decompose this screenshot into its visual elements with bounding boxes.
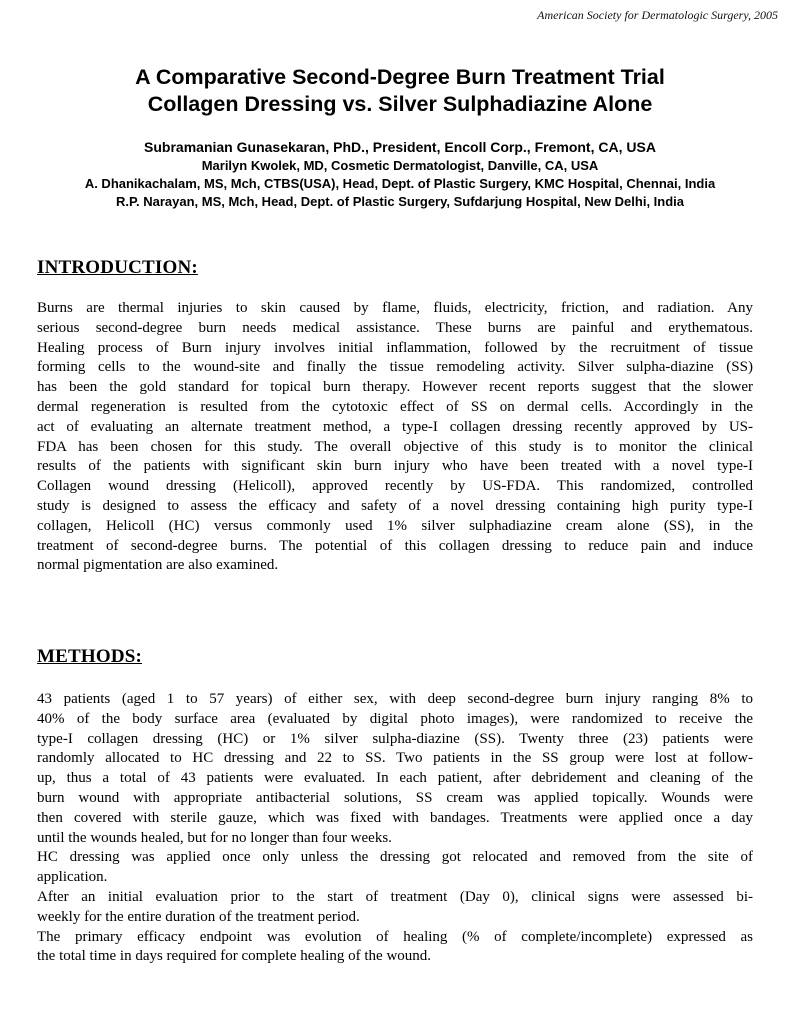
methods-paragraph	[37, 690, 753, 967]
text-line: Collagen wound dressing (Helicoll), approved recently by US-FDA. This randomized, controlled	[37, 478, 753, 495]
text-line: up, thus a total of 43 patients were evaluated. In each patient, after debridement and cleaning of the	[37, 770, 753, 787]
text-line: act of evaluating an alternate treatment method, a type-I collagen dressing recently approved by US-	[37, 418, 753, 435]
text-line: forming cells to the wound-site and finally the tissue remodeling activity. Silver sulpha-diazine (SS)	[37, 359, 753, 376]
text-line: dermal regeneration is resulted from the cytotoxic effect of SS on dermal cells. Accordingly in the	[37, 398, 753, 415]
text-line: 40% of the body surface area (evaluated by digital photo images), were randomized to receive the	[37, 710, 753, 727]
text-line: After an initial evaluation prior to the start of treatment (Day 0), clinical signs were assessed bi-	[37, 888, 753, 905]
text-line: Burns are thermal injuries to skin caused by flame, fluids, electricity, friction, and radiation. Any	[37, 300, 753, 316]
introduction-paragraph	[37, 299, 753, 576]
text-line: The primary efficacy endpoint was evolution of healing (% of complete/incomplete) expressed as	[37, 928, 753, 945]
author-list	[0, 138, 800, 211]
author-line: A. Dhanikachalam, MS, Mch, CTBS(USA), Head, Dept. of Plastic Surgery, KMC Hospital, Chennai, India	[84, 176, 716, 191]
text-line: HC dressing was applied once only unless the dressing got relocated and removed from the site of	[37, 849, 753, 866]
text-line: normal pigmentation are also examined.	[37, 557, 279, 574]
title-line: A Comparative Second-Degree Burn Treatment Trial	[135, 65, 665, 89]
text-line: type-I collagen dressing (HC) or 1% silver sulpha-diazine (SS). Twenty three (23) patients were	[37, 730, 753, 747]
text-line: application.	[37, 869, 108, 886]
text-line: collagen, Helicoll (HC) versus commonly used 1% silver sulphadiazine cream alone (SS), in the	[37, 517, 753, 534]
text-line: until the wounds healed, but for no longer than four weeks.	[37, 829, 392, 846]
text-line: weekly for the entire duration of the treatment period.	[37, 908, 360, 925]
text-line: FDA has been chosen for this study. The overall objective of this study is to monitor the clinical	[37, 438, 753, 455]
author-line: Marilyn Kwolek, MD, Cosmetic Dermatologist, Danville, CA, USA	[201, 158, 599, 173]
text-line: has been the gold standard for topical burn therapy. However recent reports suggest that the slower	[37, 379, 753, 396]
text-line: results of the patients with significant skin burn injury who have been treated with a novel type-I	[37, 458, 753, 475]
text-line: treatment of second-degree burns. The potential of this collagen dressing to reduce pain and induce	[37, 537, 753, 554]
text-line: burn wound with appropriate antibacterial solutions, SS cream was applied topically. Wounds were	[37, 789, 753, 806]
text-line: Healing process of Burn injury involves initial inflammation, followed by the recruitment of tissue	[37, 339, 753, 356]
author-line: Subramanian Gunasekaran, PhD., President, Encoll Corp., Fremont, CA, USA	[144, 139, 656, 155]
text-line: randomly allocated to HC dressing and 22 to SS. Two patients in the SS group were lost at follow-	[37, 750, 753, 767]
text-line: 43 patients (aged 1 to 57 years) of either sex, with deep second-degree burn injury ranging 8% to	[37, 691, 753, 707]
text-line: study is designed to assess the efficacy and safety of a novel dressing containing high purity type-I	[37, 497, 753, 514]
introduction-heading: INTRODUCTION:	[37, 257, 198, 278]
text-line: serious second-degree burn needs medical assistance. These burns are painful and erythematous.	[37, 319, 753, 336]
journal-header-note: American Society for Dermatologic Surgery, 2005	[537, 8, 778, 22]
methods-heading: METHODS:	[37, 646, 143, 667]
text-line: the total time in days required for complete healing of the wound.	[37, 948, 432, 965]
title-line: Collagen Dressing vs. Silver Sulphadiazine Alone	[147, 92, 653, 116]
paper-title	[0, 64, 800, 118]
author-line: R.P. Narayan, MS, Mch, Head, Dept. of Plastic Surgery, Sufdarjung Hospital, New Delhi, India	[115, 194, 685, 209]
text-line: then covered with sterile gauze, which was fixed with bandages. Treatments were applied once a day	[37, 809, 753, 826]
